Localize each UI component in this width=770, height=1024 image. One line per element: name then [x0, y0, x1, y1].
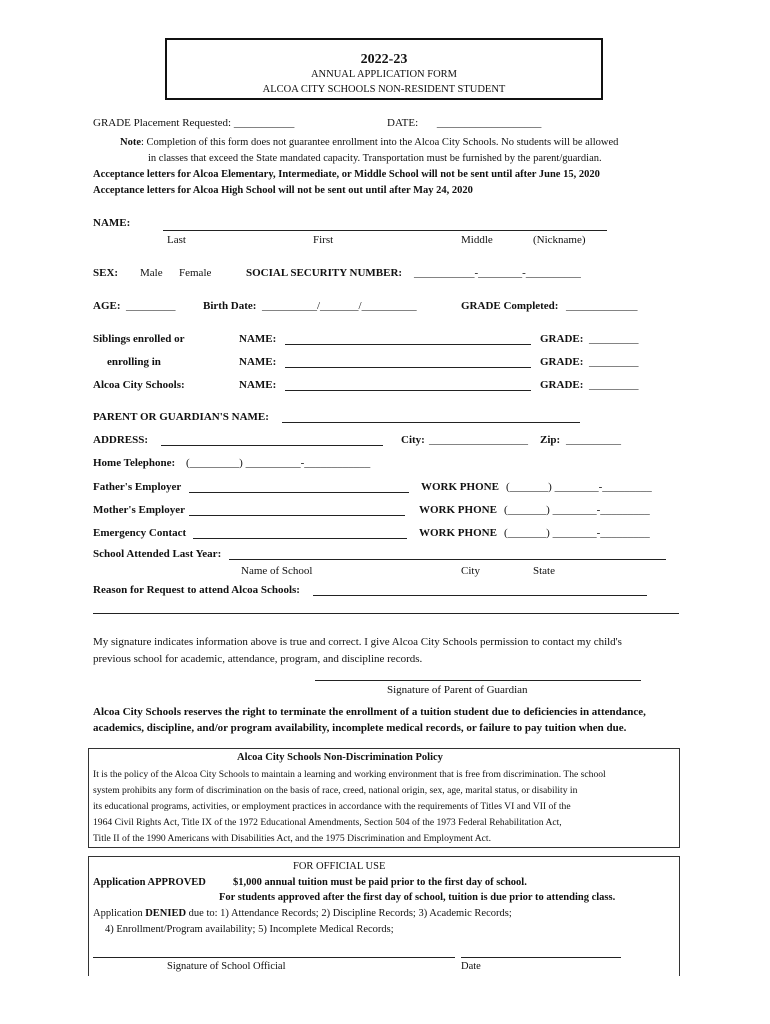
- grade-placement-row: [93, 117, 294, 129]
- grade-placement-field[interactable]: ___________: [233, 117, 295, 129]
- birth-date-label: Birth Date:: [203, 300, 257, 312]
- emergency-contact-field[interactable]: [193, 538, 407, 539]
- date-field[interactable]: ___________________: [436, 117, 542, 129]
- approved-text-1: $1,000 annual tuition must be paid prior to the first day of school.: [233, 877, 527, 888]
- denied-label[interactable]: DENIED: [145, 908, 187, 919]
- sibling-3-grade-label: GRADE:: [540, 379, 584, 391]
- sex-male-option[interactable]: Male: [140, 267, 163, 279]
- school-attended-field[interactable]: [229, 559, 666, 560]
- note-text-1: : Completion of this form does not guarantee enrollment into the Alcoa City Schools. No students will be allowed: [141, 137, 619, 148]
- father-work-phone-field[interactable]: (_______) ________-_________: [506, 481, 652, 493]
- school-year: 2022-23: [360, 52, 408, 67]
- father-employer-field[interactable]: [189, 492, 409, 493]
- emergency-work-phone-label: WORK PHONE: [419, 527, 497, 539]
- age-field[interactable]: _________: [126, 300, 176, 312]
- reserve-statement-2: academics, discipline, and/or program availability, incomplete medical records, or failure to pay tuition when due.: [93, 722, 627, 734]
- official-use-section: [88, 856, 680, 976]
- note-line-1: [120, 137, 618, 148]
- approved-text-2: For students approved after the first day of school, tuition is due prior to attending class.: [219, 892, 616, 903]
- denied-prefix: Application: [93, 908, 146, 919]
- sex-female-option[interactable]: Female: [179, 267, 212, 279]
- sibling-1-name-label: NAME:: [239, 333, 277, 345]
- grade-completed-field[interactable]: _____________: [566, 300, 638, 312]
- zip-label: Zip:: [540, 434, 561, 446]
- mother-work-phone-field[interactable]: (_______) ________-_________: [504, 504, 650, 516]
- sibling-1-name-field[interactable]: [285, 344, 531, 345]
- school-state-caption: State: [533, 565, 555, 577]
- name-nickname-caption: (Nickname): [533, 234, 586, 246]
- sex-label: SEX:: [93, 267, 119, 279]
- age-label: AGE:: [93, 300, 121, 312]
- address-field[interactable]: [161, 445, 383, 446]
- policy-line-2: system prohibits any form of discrimination on the basis of race, creed, national origin, sex, age, marital status, or disability in: [93, 785, 578, 796]
- acceptance-letter-high: Acceptance letters for Alcoa High School will not be sent out until after May 24, 2020: [93, 185, 473, 196]
- mother-employer-label: Mother's Employer: [93, 504, 185, 516]
- official-date-caption: Date: [461, 961, 481, 972]
- approved-label[interactable]: Application APPROVED: [93, 877, 206, 888]
- school-name-caption: Name of School: [241, 565, 313, 577]
- siblings-label-3: Alcoa City Schools:: [93, 379, 185, 391]
- name-field[interactable]: [163, 230, 607, 231]
- parent-signature-field[interactable]: [315, 680, 641, 681]
- reason-field-line-2[interactable]: [93, 613, 679, 614]
- signature-statement-1: My signature indicates information above is true and correct. I give Alcoa City Schools permission to contact my child's: [93, 636, 622, 648]
- date-row: [387, 117, 541, 129]
- form-header: [165, 38, 603, 100]
- reason-label: Reason for Request to attend Alcoa Schools:: [93, 584, 300, 596]
- reserve-statement-1: Alcoa City Schools reserves the right to terminate the enrollment of a tuition student due to deficiencies in attendance,: [93, 706, 646, 718]
- school-attended-label: School Attended Last Year:: [93, 548, 222, 560]
- sibling-3-grade-field[interactable]: _________: [589, 379, 639, 391]
- sibling-2-grade-label: GRADE:: [540, 356, 584, 368]
- acceptance-letter-elementary: Acceptance letters for Alcoa Elementary, Intermediate, or Middle School will not be sent until after June 15, 2020: [93, 169, 600, 180]
- parent-name-field[interactable]: [282, 422, 580, 423]
- mother-work-phone-label: WORK PHONE: [419, 504, 497, 516]
- reason-field-line-1[interactable]: [313, 595, 647, 596]
- note-label: Note: [120, 137, 141, 148]
- name-last-caption: Last: [167, 234, 186, 246]
- name-middle-caption: Middle: [461, 234, 493, 246]
- official-use-title: FOR OFFICIAL USE: [293, 861, 386, 872]
- name-label: NAME:: [93, 217, 131, 229]
- denied-reasons-1: due to: 1) Attendance Records; 2) Discipline Records; 3) Academic Records;: [186, 908, 512, 919]
- sibling-1-grade-label: GRADE:: [540, 333, 584, 345]
- signature-statement-2: previous school for academic, attendance, program, and discipline records.: [93, 653, 423, 665]
- birth-date-field[interactable]: __________/_______/__________: [262, 300, 417, 312]
- siblings-label-2: enrolling in: [107, 356, 161, 368]
- home-telephone-field[interactable]: (_________) __________-____________: [186, 457, 371, 469]
- official-date-field[interactable]: [461, 957, 621, 958]
- denied-reasons-2: 4) Enrollment/Program availability; 5) Incomplete Medical Records;: [105, 924, 394, 935]
- ssn-field[interactable]: ___________-________-__________: [414, 267, 581, 279]
- sibling-1-grade-field[interactable]: _________: [589, 333, 639, 345]
- official-signature-caption: Signature of School Official: [167, 961, 286, 972]
- denied-row: [93, 908, 512, 919]
- home-telephone-label: Home Telephone:: [93, 457, 176, 469]
- grade-placement-label: GRADE Placement Requested:: [93, 117, 232, 129]
- sibling-3-name-label: NAME:: [239, 379, 277, 391]
- sibling-2-grade-field[interactable]: _________: [589, 356, 639, 368]
- zip-field[interactable]: __________: [566, 434, 621, 446]
- mother-employer-field[interactable]: [189, 515, 405, 516]
- policy-line-3: its educational programs, activities, or employment practices in accordance with the requirements of Titles VI and VII of the: [93, 801, 571, 812]
- policy-line-4: 1964 Civil Rights Act, Title IX of the 1972 Educational Amendments, Section 504 of the 1973 Federal Rehabilitation Act,: [93, 817, 562, 828]
- address-label: ADDRESS:: [93, 434, 149, 446]
- sibling-3-name-field[interactable]: [285, 390, 531, 391]
- policy-line-5: Title II of the 1990 Americans with Disabilities Act, and the 1975 Discrimination and Employment Act.: [93, 833, 491, 844]
- form-title: ANNUAL APPLICATION FORM: [310, 69, 458, 80]
- father-work-phone-label: WORK PHONE: [421, 481, 499, 493]
- non-discrimination-policy: [88, 748, 680, 848]
- form-subtitle: ALCOA CITY SCHOOLS NON-RESIDENT STUDENT: [262, 84, 506, 95]
- emergency-contact-label: Emergency Contact: [93, 527, 187, 539]
- parent-name-label: PARENT OR GUARDIAN'S NAME:: [93, 411, 269, 423]
- sibling-2-name-label: NAME:: [239, 356, 277, 368]
- note-text-2: in classes that exceed the State mandated capacity. Transportation must be furnished by the parent/guardian.: [148, 153, 602, 164]
- parent-signature-caption: Signature of Parent of Guardian: [387, 684, 528, 696]
- father-employer-label: Father's Employer: [93, 481, 182, 493]
- official-signature-field[interactable]: [93, 957, 455, 958]
- sibling-2-name-field[interactable]: [285, 367, 531, 368]
- siblings-label-1: Siblings enrolled or: [93, 333, 185, 345]
- policy-title: Alcoa City Schools Non-Discrimination Policy: [237, 752, 443, 763]
- ssn-label: SOCIAL SECURITY NUMBER:: [246, 267, 403, 279]
- city-label: City:: [401, 434, 425, 446]
- grade-completed-label: GRADE Completed:: [461, 300, 559, 312]
- emergency-work-phone-field[interactable]: (_______) ________-_________: [504, 527, 650, 539]
- name-first-caption: First: [313, 234, 334, 246]
- city-field[interactable]: __________________: [429, 434, 528, 446]
- school-city-caption: City: [461, 565, 480, 577]
- policy-line-1: It is the policy of the Alcoa City Schools to maintain a learning and working environment that is free from discrimination. The school: [93, 769, 606, 780]
- date-label: DATE:: [387, 117, 419, 129]
